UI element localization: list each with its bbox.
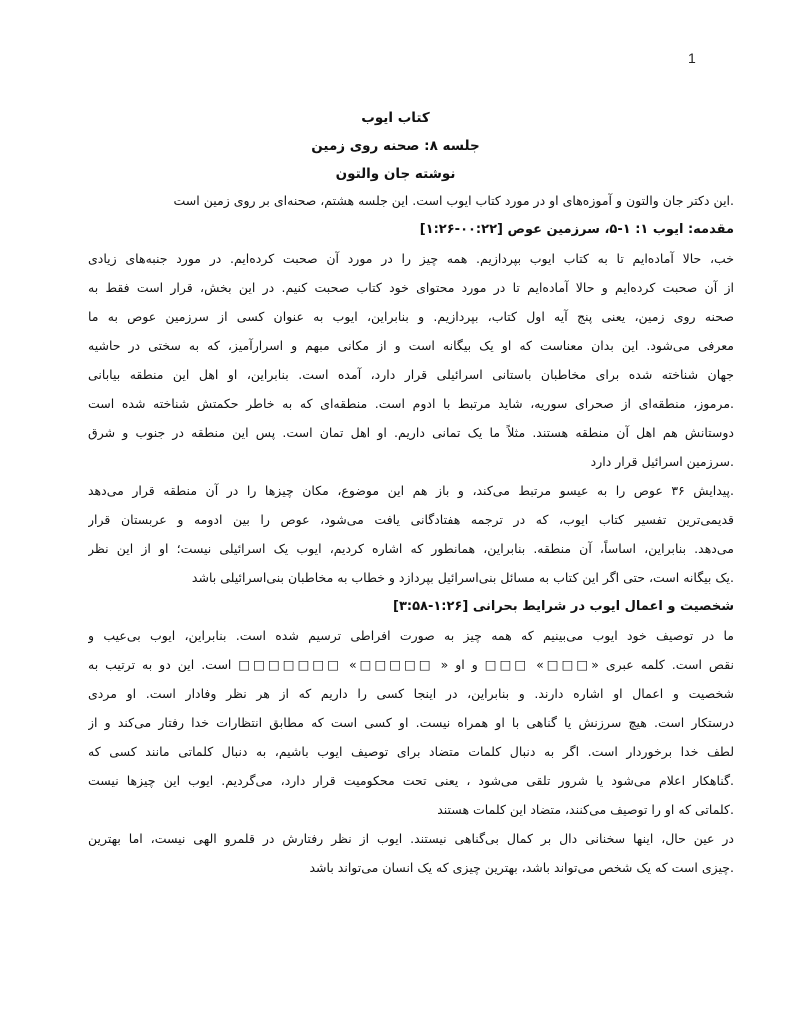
paragraph-not-sinless: [88, 824, 734, 882]
text-line: .گناهکار اعلام می‌شود یا شرور تلقی می‌شود ، یعنی تحت محکومیت قرار دارد، می‌گردیم. ایوب این چیزها نیست: [88, 773, 734, 788]
text-line: خب، حالا آماده‌ایم تا به کتاب ایوب بپردازیم. همه چیز را در مورد آن صحبت کرده‌ایم. در مورد جنبه‌های زیادی: [88, 251, 734, 266]
text-line: .مرموز، منطقه‌ای از صحرای سوریه، شاید مرتبط با ادوم است. منطقه‌ای که به خاطر حکمتش شناخته شده است: [88, 396, 734, 411]
text-line: می‌دهد. بنابراین، اساساً، آن منطقه. بنابراین، همانطور که اشاره کردیم، ایوب یک اسرائیلی نیست؛ او از این نظر: [88, 541, 734, 556]
text-line: لطف خدا برخوردار است. اگر به دنبال کلمات متضاد برای توصیف ایوب باشیم، به دنبال کلماتی مانند کسی که: [88, 744, 734, 759]
text-line: از آن صحبت کرده‌ایم و حالا آماده‌ایم تا در مورد محتوای خود کتاب صحبت کنیم. در این بخش، قرار است فقط به: [88, 280, 734, 295]
text-line: صحنه روی زمین، یعنی پنج آیه اول کتاب، بپردازیم. و بنابراین، ایوب به عنوان کسی از سرزمین عوص به ما: [88, 309, 734, 324]
intro-paragraph: .این دکتر جان والتون و آموزه‌های او در مورد کتاب ایوب است. این جلسه هشتم، صحنه‌ای بر روی زمین است: [173, 193, 734, 208]
author-line: نوشته جان والتون: [335, 166, 456, 182]
text-line: در عین حال، اینها سخنانی دال بر کمال بی‌گناهی نیستند. ایوب از نظر رفتارش در قلمرو الهی نیست، اما بهترین: [88, 831, 734, 846]
text-line: .پیدایش ۳۶ عوص را به عیسو مرتبط می‌کند، و باز هم این موضوع، مکان چیزها را در آن منطقه قرار می‌دهد: [88, 483, 734, 498]
text-line: شخصیت و اعمال او اشاره دارند. و بنابراین، در اینجا کسی را داریم که از هر نظر وفادار است. او مردی: [88, 686, 734, 701]
text-line: درستکار است. هیچ سرزنش یا گناهی با او همراه نیست. او کسی است که مطابق انتظارات خدا رفتار می‌کند و از: [88, 715, 734, 730]
text-line: .کلماتی که او را توصیف می‌کنند، متضاد این کلمات هستند: [437, 802, 734, 817]
text-line: ما در توصیف خود ایوب می‌بینیم که همه چیز به صورت افراطی ترسیم شده است. بنابراین، ایوب بی‌عیب و: [88, 628, 734, 643]
page-number: 1: [688, 50, 696, 66]
text-line: جهان شناخته شده برای مخاطبان باستانی اسرائیلی قرار دارد، آمده است. بنابراین، او اهل این منطقه بیابانی: [88, 367, 734, 382]
paragraph-uz-land: [88, 244, 734, 476]
paragraph-genesis-36: [88, 476, 734, 592]
text-line: نقص است. کلمه عبری «□□□» □□□ و او « □□□□□» □□□□□□□ است. این دو به ترتیب به: [88, 657, 734, 672]
paragraph-job-character: [88, 621, 734, 824]
section-heading-introduction: مقدمه: ایوب ۱: ۱-۵، سرزمین عوص [۰۰:۲۲-۱:۲۶]: [419, 222, 734, 237]
text-line: .یک بیگانه است، حتی اگر این کتاب به مسائل بنی‌اسرائیل بپردازد و خطاب به مخاطبان بنی‌اسرائیلی باشد: [191, 570, 734, 585]
text-line: .چیزی است که یک شخص می‌تواند باشد، بهترین چیزی که یک انسان می‌تواند باشد: [309, 860, 734, 875]
text-line: معرفی می‌شود. این بدان معناست که او یک بیگانه است و از مکانی مبهم و اسرارآمیز، که به سختی در حاشیه: [88, 338, 734, 353]
document-title: کتاب ایوب: [361, 110, 430, 126]
document-body: [88, 186, 734, 882]
session-title: جلسه ۸: صحنه روی زمین: [311, 138, 480, 154]
section-heading-character: شخصیت و اعمال ایوب در شرایط بحرانی [۱:۲۶-۳:۵۸]: [392, 599, 734, 614]
text-line: .سرزمین اسرائیل قرار دارد: [590, 454, 734, 469]
text-line: قدیمی‌ترین تفسیر کتاب ایوب، که در ترجمه هفتادگانی یافت می‌شود، عوص را بین ادومه و عربستان قرار: [88, 512, 734, 527]
text-line: دوستانش هم اهل آن منطقه هستند. مثلاً ما یک تمانی داریم. او اهل تمان است. پس این منطقه در جنوب و شرق: [88, 425, 734, 440]
title-block: [0, 104, 791, 188]
